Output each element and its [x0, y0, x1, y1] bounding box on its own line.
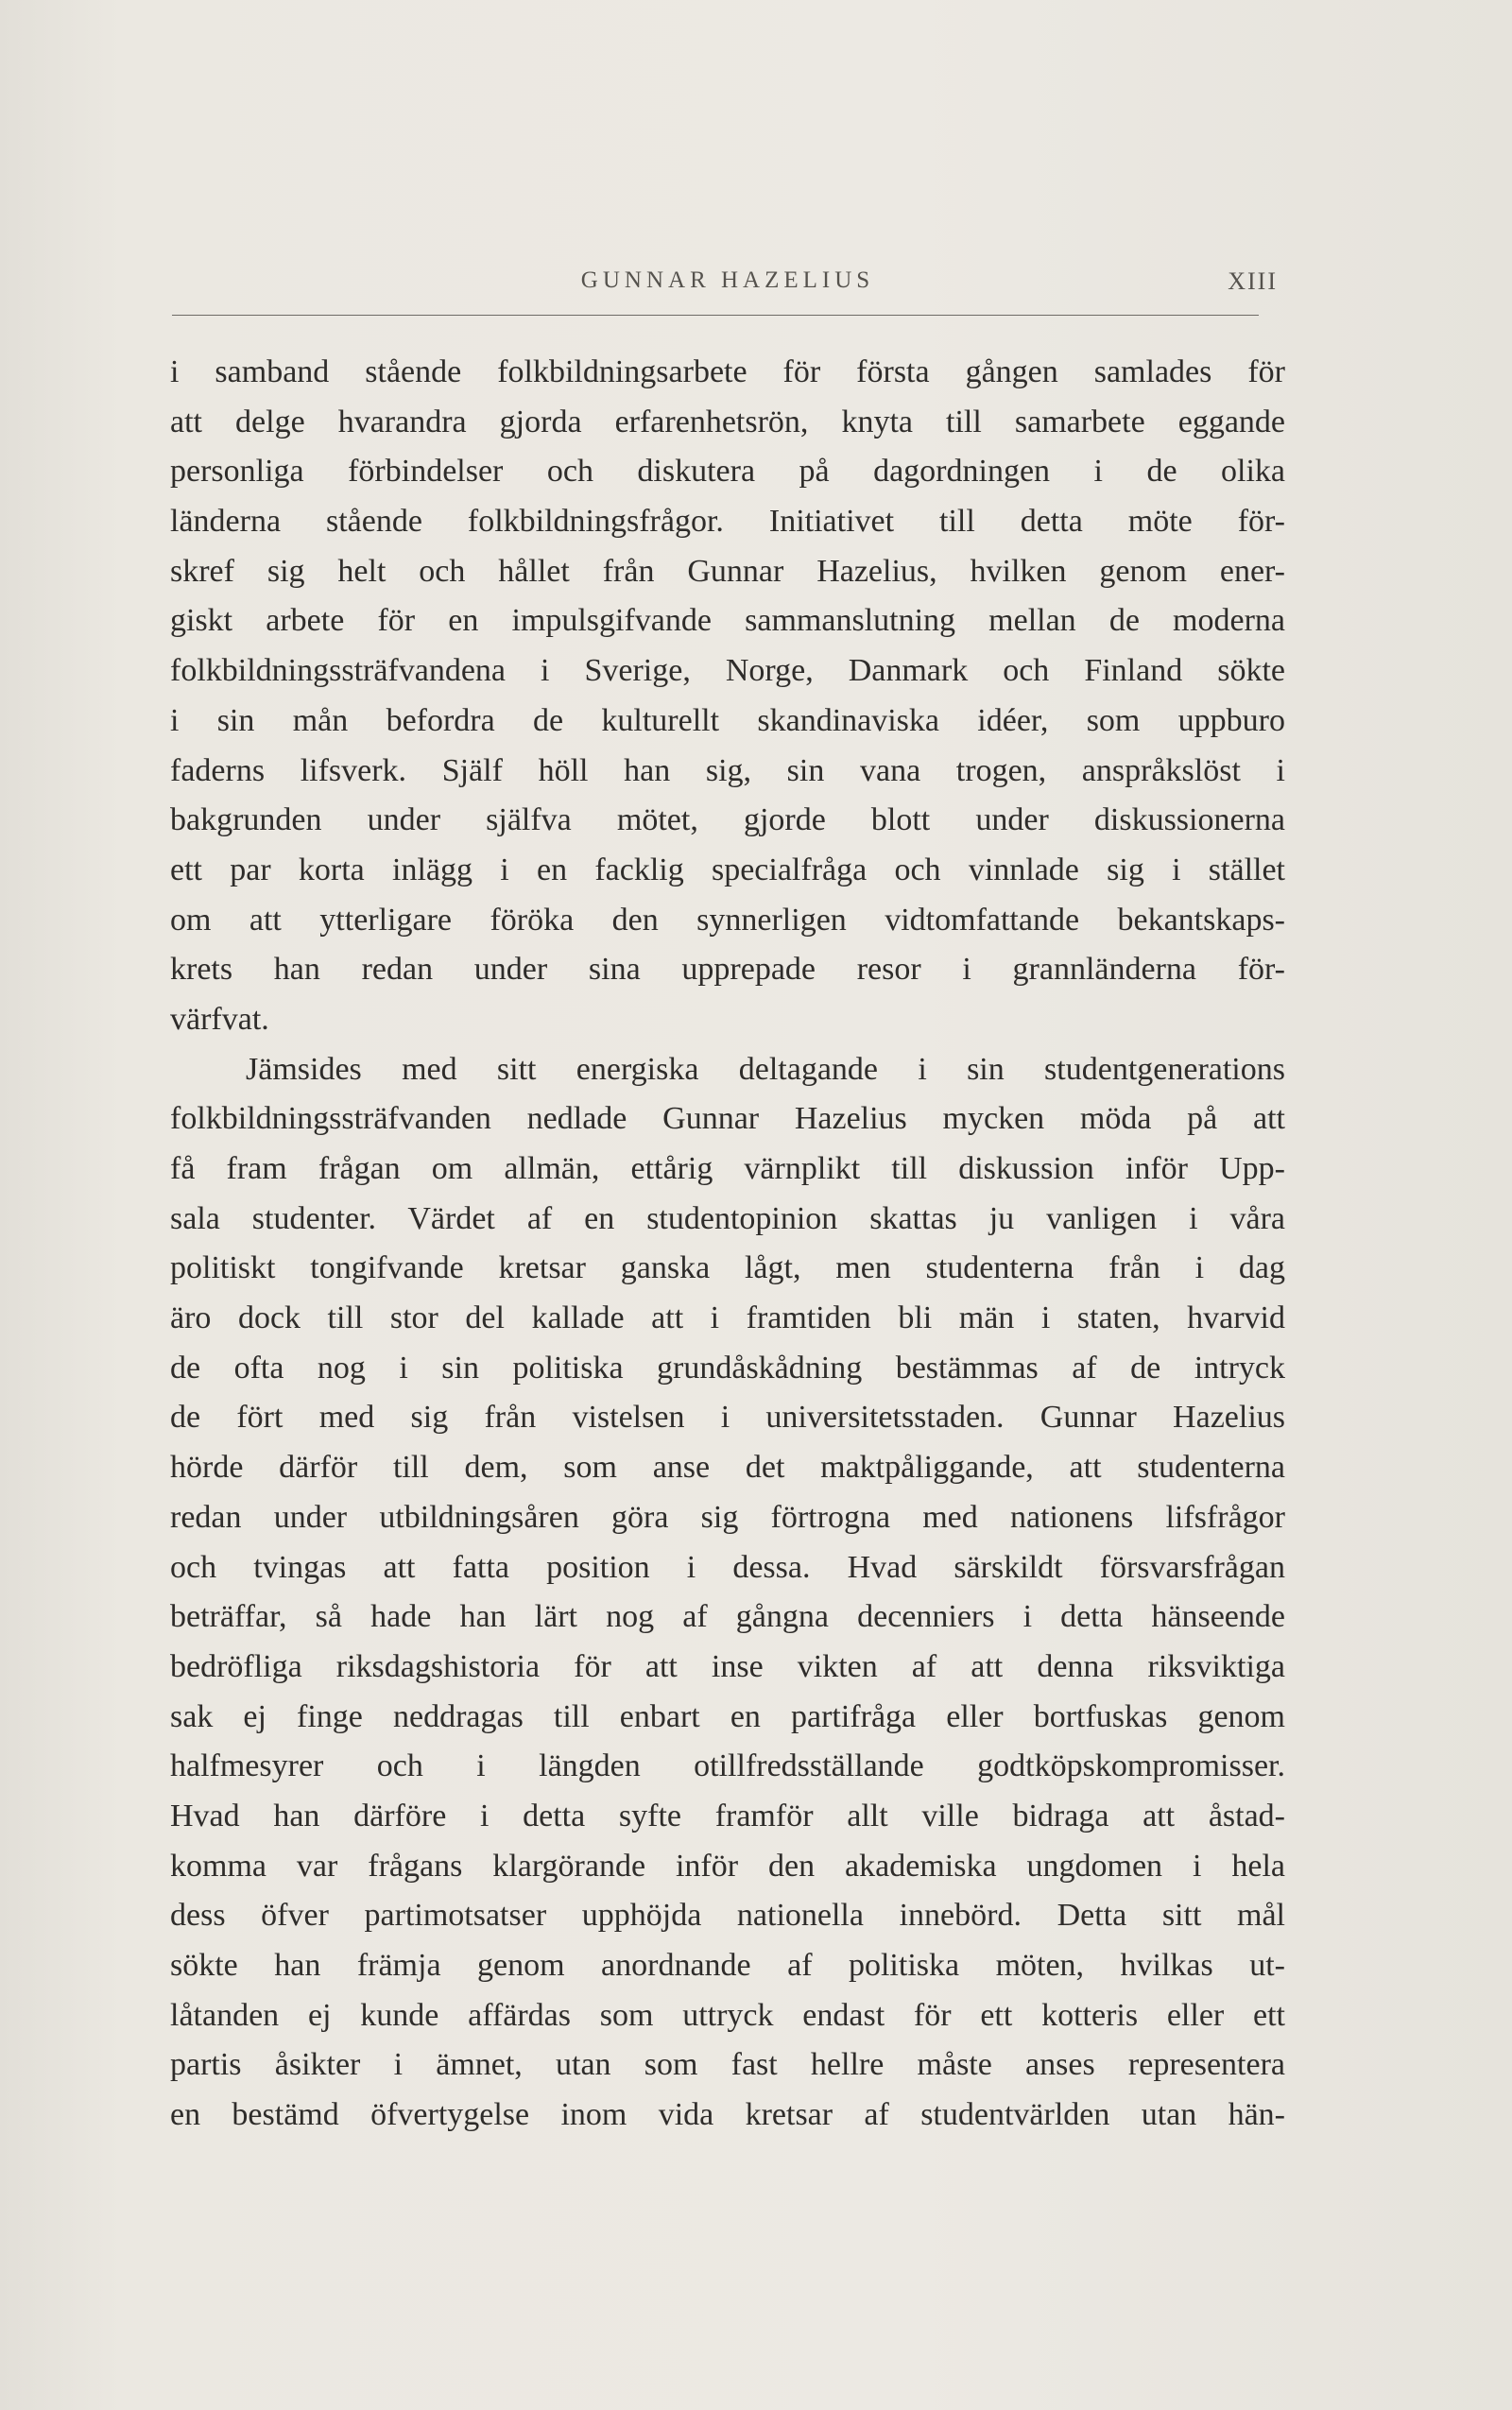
text-line: en bestämd öfvertygelse inom vida kretsar af studentvärlden utan hän- [170, 2097, 1285, 2133]
text-line: redan under utbildningsåren göra sig förtrogna med nationens lifsfrågor [170, 1499, 1285, 1535]
text-line: krets han redan under sina upprepade resor i grannländerna för- [170, 952, 1285, 988]
text-line: partis åsikter i ämnet, utan som fast hellre måste anses representera [170, 2047, 1285, 2083]
text-line: hörde därför till dem, som anse det maktpåliggande, att studenterna [170, 1450, 1285, 1486]
text-line: dess öfver partimotsatser upphöjda nationella innebörd. Detta sitt mål [170, 1898, 1285, 1934]
text-line: sökte han främja genom anordnande af politiska möten, hvilkas ut- [170, 1948, 1285, 1983]
text-line: och tvingas att fatta position i dessa. Hvad särskildt försvarsfrågan [170, 1549, 1285, 1585]
text-line: personliga förbindelser och diskutera på dagordningen i de olika [170, 454, 1285, 490]
text-line: äro dock till stor del kallade att i framtiden bli män i staten, hvarvid [170, 1300, 1285, 1336]
text-line: få fram frågan om allmän, ettårig värnplikt till diskussion inför Upp- [170, 1151, 1285, 1186]
text-line: Hvad han därföre i detta syfte framför allt ville bidraga att åstad- [170, 1798, 1285, 1833]
text-line: de fört med sig från vistelsen i universitetsstaden. Gunnar Hazelius [170, 1400, 1285, 1436]
text-line: i sin mån befordra de kulturellt skandinaviska idéer, som uppburo [170, 702, 1285, 738]
text-line: giskt arbete för en impulsgifvande sammanslutning mellan de moderna [170, 603, 1285, 639]
text-line: beträffar, så hade han lärt nog af gångna decenniers i detta hänseende [170, 1599, 1285, 1635]
text-line: de ofta nog i sin politiska grundåskådning bestämmas af de intryck [170, 1350, 1285, 1386]
text-line: sala studenter. Värdet af en studentopinion skattas ju vanligen i våra [170, 1200, 1285, 1236]
text-line: ett par korta inlägg i en facklig specialfråga och vinnlade sig i stället [170, 852, 1285, 887]
text-line: sak ej finge neddragas till enbart en partifråga eller bortfuskas genom [170, 1698, 1285, 1734]
text-line: politiskt tongifvande kretsar ganska lågt, men studenterna från i dag [170, 1250, 1285, 1286]
text-line: skref sig helt och hållet från Gunnar Hazelius, hvilken genom ener- [170, 553, 1285, 589]
page-number: XIII [1228, 267, 1278, 295]
text-line: halfmesyrer och i längden otillfredsställande godtköpskompromisser. [170, 1748, 1285, 1784]
text-line: komma var frågans klargörande inför den akademiska ungdomen i hela [170, 1848, 1285, 1884]
text-line: folkbildningssträfvanden nedlade Gunnar Hazelius mycken möda på att [170, 1101, 1285, 1137]
text-line: folkbildningssträfvandena i Sverige, Norge, Danmark och Finland sökte [170, 653, 1285, 689]
running-head [170, 267, 1285, 305]
text-line: faderns lifsverk. Själf höll han sig, sin vana trogen, anspråkslöst i [170, 752, 1285, 788]
body-text [170, 348, 1285, 2141]
running-title: GUNNAR HAZELIUS [580, 267, 875, 293]
text-line: om att ytterligare föröka den synnerligen vidtomfattande bekantskaps- [170, 902, 1285, 938]
text-line: länderna stående folkbildningsfrågor. Initiativet till detta möte för- [170, 504, 1285, 540]
text-line: bedröfliga riksdagshistoria för att inse vikten af att denna riksviktiga [170, 1648, 1285, 1684]
text-line: låtanden ej kunde affärdas som uttryck endast för ett kotteris eller ett [170, 1997, 1285, 2033]
header-rule [172, 315, 1259, 316]
text-line: i samband stående folkbildningsarbete för första gången samlades för [170, 354, 1285, 389]
text-line: bakgrunden under själfva mötet, gjorde blott under diskussionerna [170, 802, 1285, 838]
text-line: att delge hvarandra gjorda erfarenhetsrön, knyta till samarbete eggande [170, 404, 1285, 439]
text-line: Jämsides med sitt energiska deltagande i sin studentgenerations [246, 1051, 1285, 1087]
text-line: värfvat. [170, 1001, 269, 1037]
